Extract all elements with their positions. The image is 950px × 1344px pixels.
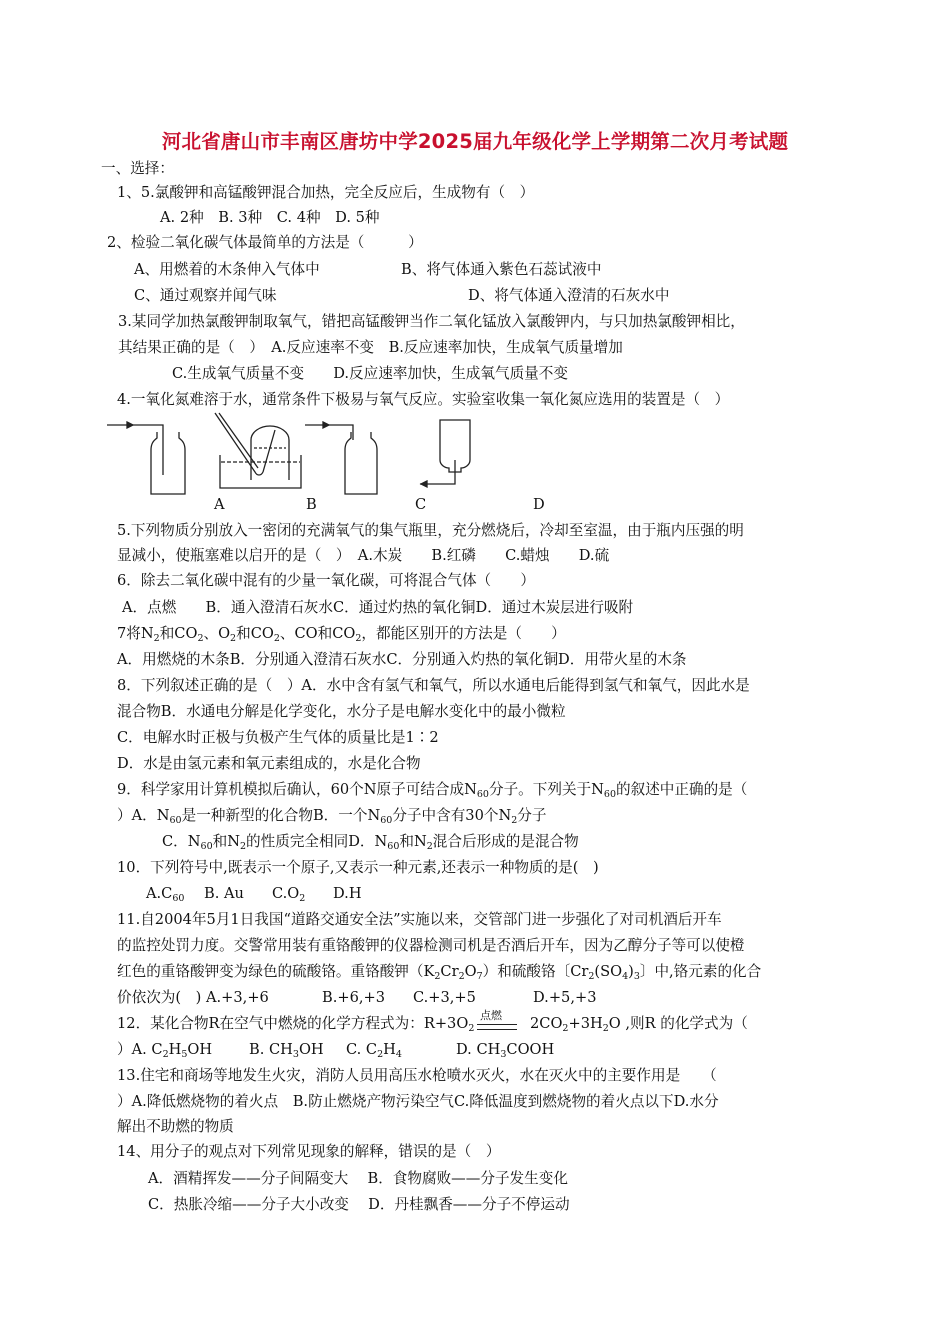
question-1-options: A. 2种 B. 3种 C. 4种 D. 5种 <box>160 209 380 226</box>
question-8-line-2: 混合物B．水通电分解是化学变化，水分子是电解水变化中的最小微粒 <box>117 703 566 720</box>
question-11-option-c: C.+3,+5 <box>413 989 476 1006</box>
reaction-equals-sign <box>477 1024 517 1030</box>
question-9-line-1: 9．科学家用计算机模拟后确认，60个N原子可结合成$N_{60}$分子。下列关于$N_{60}$的叙述中正确的是（ <box>117 781 748 800</box>
question-11-option-b: B.+6,+3 <box>322 989 386 1006</box>
question-8-line-3: C．电解水时正极与负极产生气体的质量比是1∶2 <box>117 729 439 746</box>
apparatus-label-a: A <box>214 496 225 513</box>
question-14-options-cd: C．热胀冷缩——分子大小改变 D．丹桂飘香——分子不停运动 <box>148 1196 570 1213</box>
question-2-option-c: C、通过观察并闻气味 <box>134 287 277 304</box>
gas-collection-apparatus-figure <box>105 410 565 495</box>
apparatus-label-d: D <box>533 496 545 513</box>
question-6-options: A．点燃 B．通入澄清石灰水C．通过灼热的氧化铜D．通过木炭层进行吸附 <box>122 599 634 616</box>
question-12-stem-right: $2CO_2+3H_2O$ ,则R 的化学式为（ <box>530 1015 748 1034</box>
question-12-option-a: ）A. $C_2H_5OH$ <box>117 1041 213 1060</box>
question-11-line-3: 红色的重铬酸钾变为绿色的硫酸铬。重铬酸钾$(K_2Cr_2O_7)$和硫酸铬〔$Cr_2(SO_4)_3$〕中,铬元素的化合 <box>117 963 762 982</box>
apparatus-b-drawing <box>215 413 301 488</box>
question-11-option-a: 价依次为( ) A.+3,+6 <box>117 989 269 1006</box>
question-10-option-d: D.H <box>333 885 362 902</box>
question-10-option-b: B. Au <box>204 885 244 902</box>
question-8-line-4: D．水是由氢元素和氧元素组成的，水是化合物 <box>117 755 421 772</box>
question-8-line-1: 8．下列叙述正确的是（ ）A．水中含有氢气和氧气，所以水通电后能得到氢气和氧气，因此水是 <box>117 677 750 694</box>
question-11-line-2: 的监控处罚力度。交警常用装有重铬酸钾的仪器检测司机是否酒后开车，因为乙醇分子等可以使橙 <box>117 937 745 954</box>
question-7-stem: 7将$N_2$和$CO_2$、$O_2$和$CO_2$、CO和$CO_2$，都能区别开的方法是（ ） <box>117 625 566 644</box>
question-2-option-b: B、将气体通入紫色石蕊试液中 <box>401 261 602 278</box>
question-2-stem: 2、检验二氧化碳气体最简单的方法是（ ） <box>107 234 423 251</box>
apparatus-d-drawing <box>420 420 470 487</box>
question-10-option-a: $A.C_{60}$ <box>146 885 185 904</box>
apparatus-label-c: C <box>415 496 427 513</box>
question-9-line-3: C．$N_{60}$和$N_2$的性质完全相同D．$N_{60}$和$N_2$混合后形成的是混合物 <box>162 833 579 852</box>
question-6-stem: 6．除去二氧化碳中混有的少量一氧化碳，可将混合气体（ ） <box>117 572 535 589</box>
question-14-stem: 14、用分子的观点对下列常见现象的解释，错误的是（ ） <box>117 1143 501 1160</box>
question-10-stem: 10．下列符号中,既表示一个原子,又表示一种元素,还表示一种物质的是( ) <box>117 859 599 876</box>
question-3-line-1: 3.某同学加热氯酸钾制取氧气，错把高锰酸钾当作二氧化锰放入氯酸钾内，与只加热氯酸钾相比， <box>118 313 745 330</box>
question-3-line-2: 其结果正确的是（ ） A.反应速率不变 B.反应速率加快，生成氧气质量增加 <box>118 339 623 356</box>
question-12-stem-left: 12．某化合物R在空气中燃烧的化学方程式为：$R+3O_2$ <box>117 1015 475 1034</box>
question-11-option-d: D.+5,+3 <box>533 989 597 1006</box>
question-4-stem: 4.一氧化氮难溶于水，通常条件下极易与氧气反应。实验室收集一氧化氮应选用的装置是（ ） <box>117 391 730 408</box>
question-2-option-d: D、将气体通入澄清的石灰水中 <box>468 287 670 304</box>
question-13-line-2: ）A.降低燃烧物的着火点 B.防止燃烧产物污染空气C.降低温度到燃烧物的着火点以下D.水分 <box>117 1093 719 1110</box>
question-7-options: A．用燃烧的木条B．分别通入澄清石灰水C．分别通入灼热的氧化铜D．用带火星的木条 <box>117 651 687 668</box>
apparatus-a-drawing <box>107 422 185 494</box>
question-2-option-a: A、用燃着的木条伸入气体中 <box>134 261 320 278</box>
question-5-line-2: 显减小，使瓶塞难以启开的是（ ） A.木炭 B.红磷 C.蜡烛 D.硫 <box>117 547 610 564</box>
exam-title: 河北省唐山市丰南区唐坊中学2025届九年级化学上学期第二次月考试题 <box>161 130 789 153</box>
section-heading: 一、选择： <box>101 160 174 177</box>
question-9-line-2: ）A．$N_{60}$是一种新型的化合物B．一个$N_{60}$分子中含有30个$N_2$分子 <box>117 807 547 826</box>
question-13-line-1: 13.住宅和商场等地发生火灾，消防人员用高压水枪喷水灭火，水在灭火中的主要作用是 （ <box>117 1067 717 1084</box>
apparatus-label-b: B <box>306 496 317 513</box>
question-12-option-d: D. $CH_3COOH$ <box>456 1041 555 1060</box>
apparatus-c-drawing <box>305 422 377 494</box>
question-5-line-1: 5.下列物质分别放入一密闭的充满氧气的集气瓶里，充分燃烧后，冷却至室温，由于瓶内压强的明 <box>117 522 744 539</box>
question-12-option-c: C. $C_2H_4$ <box>346 1041 402 1060</box>
question-10-option-c: $C.O_2$ <box>272 885 306 904</box>
question-3-line-3: C.生成氧气质量不变 D.反应速率加快，生成氧气质量不变 <box>172 365 568 382</box>
question-11-line-1: 11.自2004年5月1日我国“道路交通安全法”实施以来，交管部门进一步强化了对司机酒后开车 <box>117 911 722 928</box>
question-13-line-3: 解出不助燃的物质 <box>117 1118 234 1135</box>
question-1-stem: 1、5.氯酸钾和高锰酸钾混合加热，完全反应后，生成物有（ ） <box>117 184 535 201</box>
reaction-condition-label: 点燃 <box>480 1009 502 1022</box>
question-12-option-b: B. $CH_3OH$ <box>249 1041 324 1060</box>
question-14-options-ab: A．酒精挥发——分子间隔变大 B．食物腐败——分子发生变化 <box>148 1170 568 1187</box>
